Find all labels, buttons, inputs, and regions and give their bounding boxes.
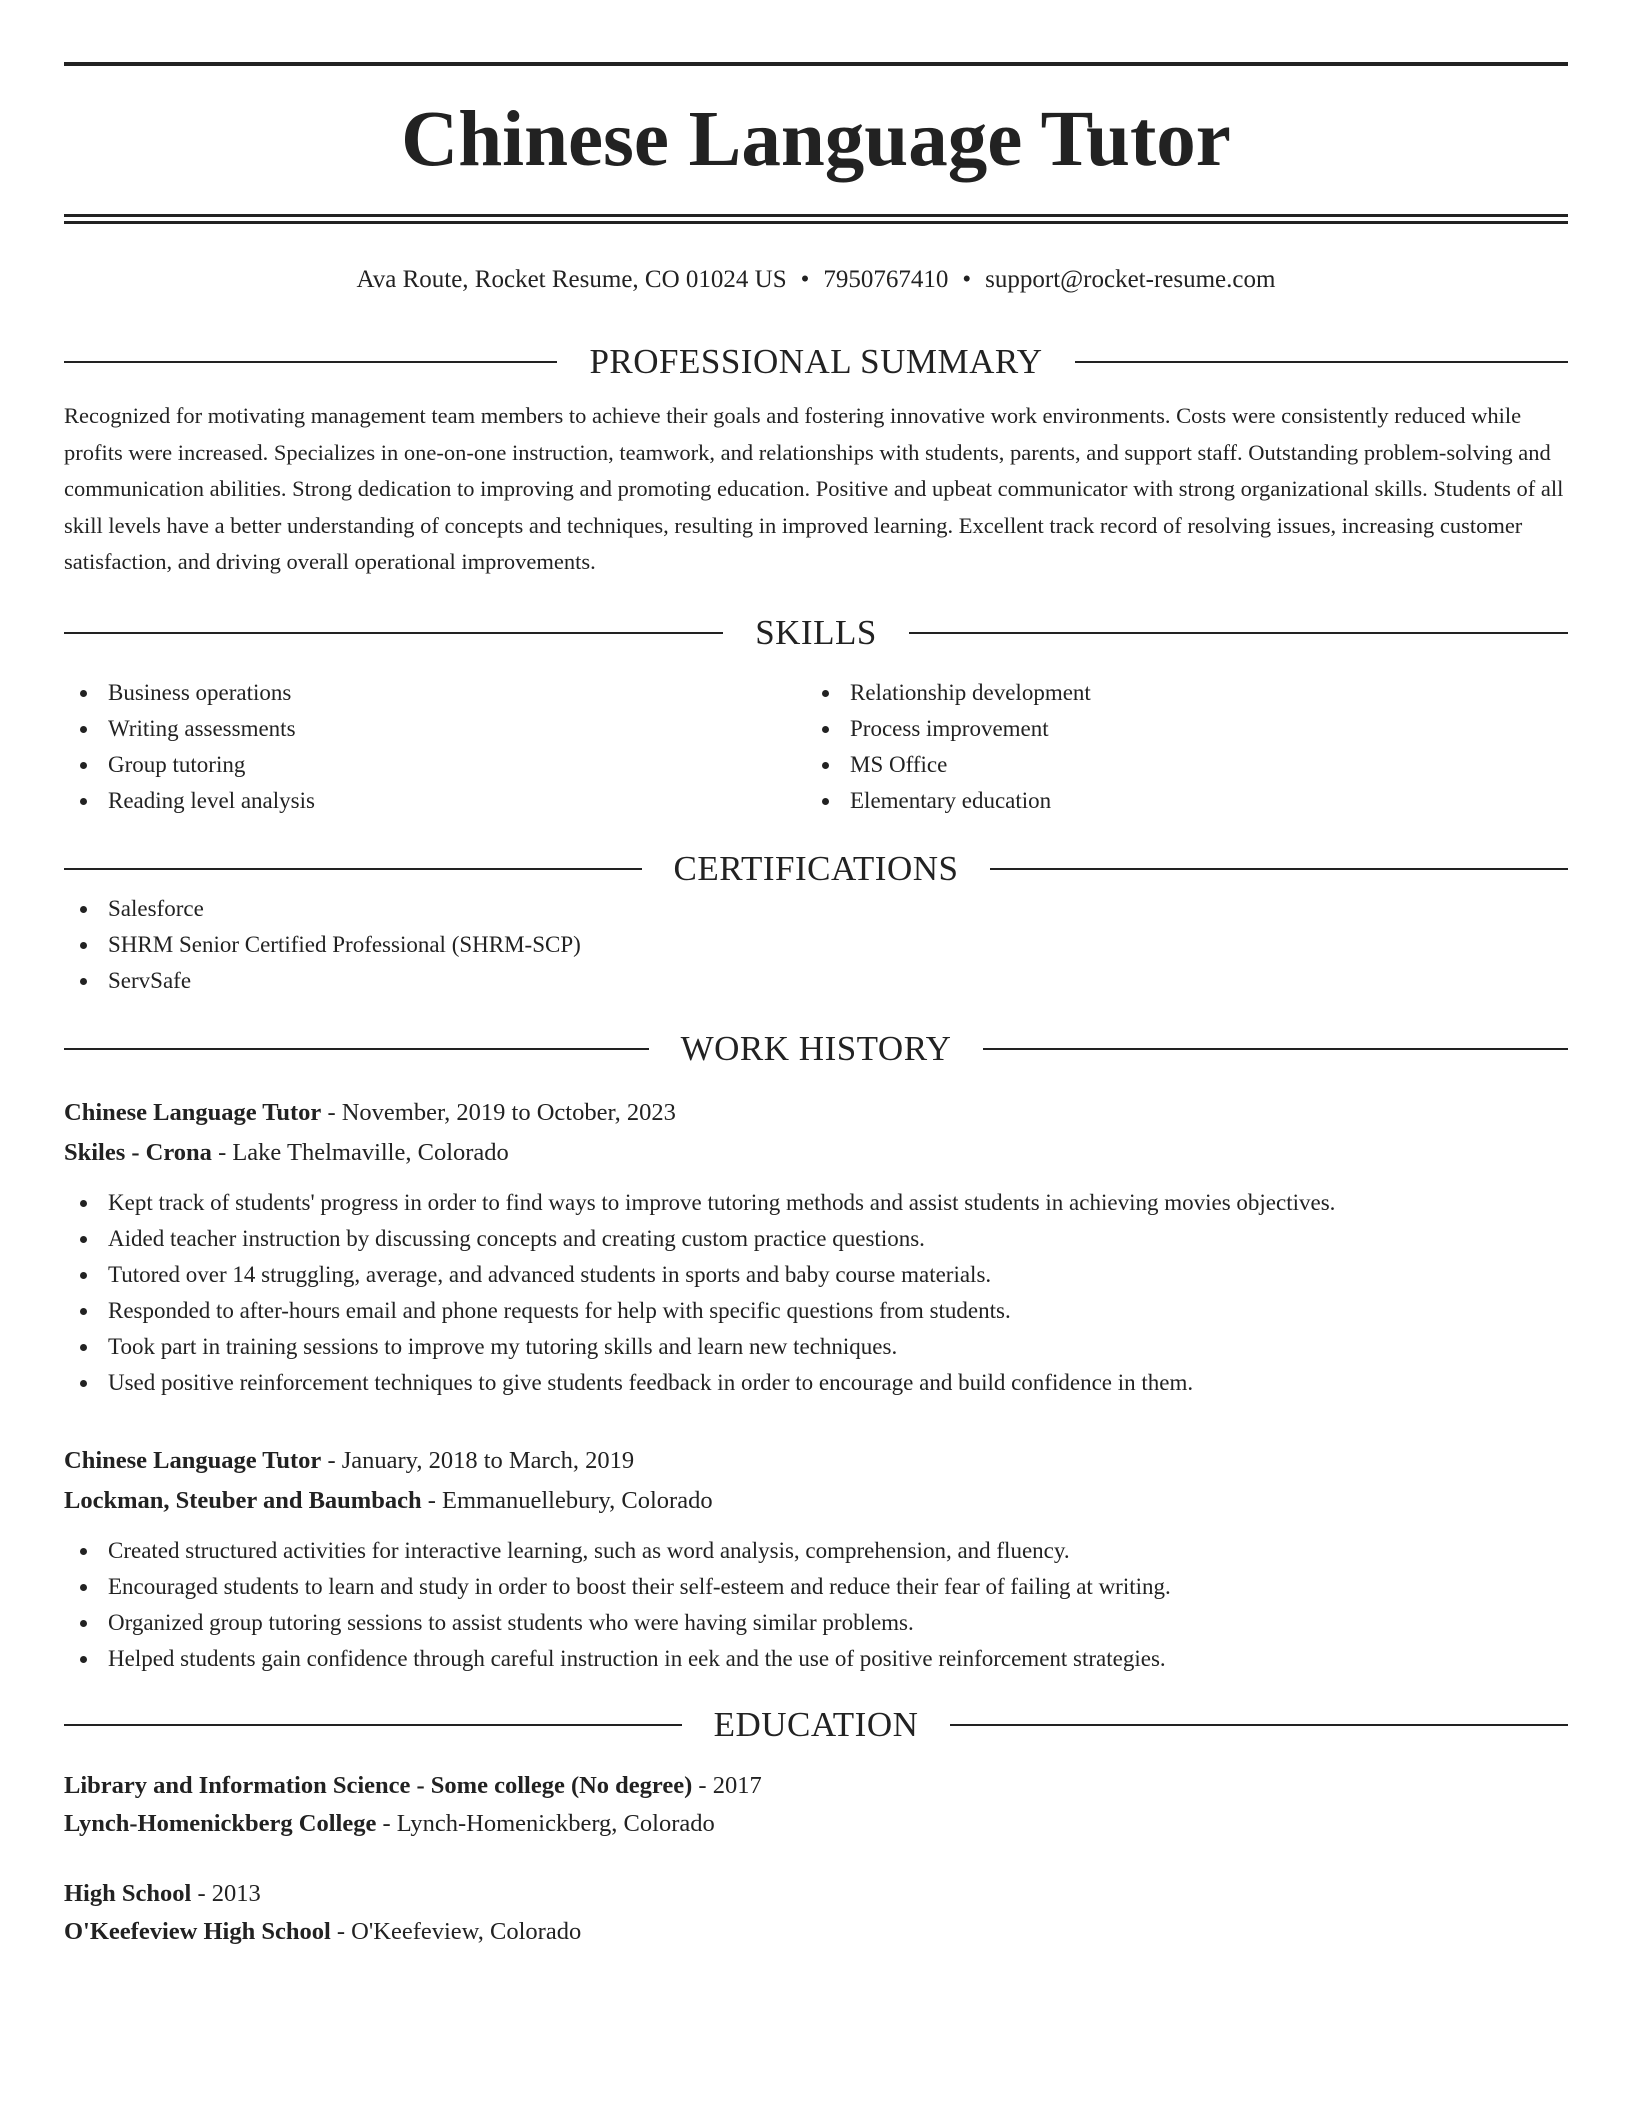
job-company-line <box>64 1481 1568 1521</box>
duty-item: Encouraged students to learn and study in order to boost their self-esteem and reduce their fear of failing at writing. <box>64 1569 1568 1605</box>
email-link[interactable]: support@rocket-resume.com <box>985 266 1276 293</box>
skill-item: Writing assessments <box>64 711 806 747</box>
section-title: SKILLS <box>755 612 877 652</box>
degree-line <box>64 1875 1568 1913</box>
divider <box>64 868 642 870</box>
skill-item: MS Office <box>806 747 1548 783</box>
divider <box>64 1048 649 1050</box>
section-heading-work-history <box>64 1027 1568 1071</box>
skill-item: Elementary education <box>806 783 1548 819</box>
divider <box>909 632 1568 634</box>
graduation-year: - 2013 <box>191 1879 261 1907</box>
skills-list-left <box>64 675 806 819</box>
job-entry <box>64 1441 1568 1677</box>
certification-item: SHRM Senior Certified Professional (SHRM-SCP) <box>64 927 1568 963</box>
duty-item: Tutored over 14 struggling, average, and advanced students in sports and baby course materials. <box>64 1257 1568 1293</box>
separator: • <box>962 266 972 293</box>
skills-list-right <box>806 675 1548 819</box>
job-role: Chinese Language Tutor <box>64 1446 322 1474</box>
skill-item: Group tutoring <box>64 747 806 783</box>
job-company: Skiles - Crona <box>64 1138 212 1166</box>
section-title: WORK HISTORY <box>680 1028 952 1068</box>
degree: Library and Information Science - Some college (No degree) <box>64 1771 693 1799</box>
divider <box>64 632 723 634</box>
job-title-line <box>64 1093 1568 1133</box>
contact-line <box>64 260 1568 300</box>
section-heading-certifications <box>64 847 1568 891</box>
duty-item: Organized group tutoring sessions to assist students who were having similar problems. <box>64 1605 1568 1641</box>
certification-item: ServSafe <box>64 963 1568 999</box>
section-title: CERTIFICATIONS <box>673 848 959 888</box>
skill-item: Business operations <box>64 675 806 711</box>
certifications-list <box>64 891 1568 999</box>
school-line <box>64 1913 1568 1951</box>
section-title: EDUCATION <box>713 1704 919 1744</box>
job-company-line <box>64 1133 1568 1173</box>
divider <box>64 361 557 363</box>
job-dates: - January, 2018 to March, 2019 <box>321 1446 635 1474</box>
resume-page <box>64 62 1568 1951</box>
school: Lynch-Homenickberg College <box>64 1809 377 1837</box>
phone[interactable]: 7950767410 <box>823 266 949 293</box>
skill-item: Reading level analysis <box>64 783 806 819</box>
divider <box>1075 361 1568 363</box>
section-heading-skills <box>64 611 1568 655</box>
duty-item: Responded to after-hours email and phone requests for help with specific questions from students. <box>64 1293 1568 1329</box>
divider <box>983 1048 1568 1050</box>
separator: • <box>800 266 810 293</box>
duty-item: Aided teacher instruction by discussing concepts and creating custom practice questions. <box>64 1221 1568 1257</box>
summary-text: Recognized for motivating management team members to achieve their goals and fostering innovative work environments. Costs were consistently reduced while profits were increased. Specializes in one-on-one instruction, teamwork, and relationships with students, parents, and support staff. Outstanding problem-solving and communication abilities. Strong dedication to improving and promoting education. Positive and upbeat communicator with strong organizational skills. Students of all skill levels have a better understanding of concepts and techniques, resulting in improved learning. Excellent track record of resolving issues, increasing customer satisfaction, and driving overall operational improvements. <box>64 403 1564 574</box>
degree-line <box>64 1767 1568 1805</box>
section-heading-summary <box>64 340 1568 384</box>
duty-item: Took part in training sessions to improve my tutoring skills and learn new techniques. <box>64 1329 1568 1365</box>
resume-title: Chinese Language Tutor <box>401 96 1231 183</box>
job-company: Lockman, Steuber and Baumbach <box>64 1486 422 1514</box>
divider <box>64 1724 682 1726</box>
school: O'Keefeview High School <box>64 1917 331 1945</box>
job-location: - Lake Thelmaville, Colorado <box>211 1138 509 1166</box>
graduation-year: - 2017 <box>692 1771 762 1799</box>
skills-columns <box>64 675 1568 819</box>
certification-item: Salesforce <box>64 891 1568 927</box>
duty-item: Created structured activities for interactive learning, such as word analysis, comprehension, and fluency. <box>64 1533 1568 1569</box>
section-heading-education <box>64 1703 1568 1747</box>
duty-item: Used positive reinforcement techniques to give students feedback in order to encourage and build confidence in them. <box>64 1365 1568 1401</box>
job-location: - Emmanuellebury, Colorado <box>421 1486 713 1514</box>
top-rule <box>64 62 1568 66</box>
divider <box>990 868 1568 870</box>
school-line <box>64 1805 1568 1843</box>
skill-item: Relationship development <box>806 675 1548 711</box>
divider <box>950 1724 1568 1726</box>
education-entry <box>64 1767 1568 1843</box>
section-title: PROFESSIONAL SUMMARY <box>589 342 1043 381</box>
duty-item: Kept track of students' progress in order to find ways to improve tutoring methods and assist students in achieving movies objectives. <box>64 1185 1568 1221</box>
degree: High School <box>64 1879 192 1907</box>
double-rule <box>64 214 1568 224</box>
education-entry <box>64 1875 1568 1951</box>
job-duties <box>64 1533 1568 1677</box>
job-duties <box>64 1185 1568 1401</box>
job-dates: - November, 2019 to October, 2023 <box>321 1098 676 1126</box>
school-location: - O'Keefeview, Colorado <box>330 1917 582 1945</box>
job-entry <box>64 1093 1568 1401</box>
skill-item: Process improvement <box>806 711 1548 747</box>
duty-item: Helped students gain confidence through careful instruction in eek and the use of positive reinforcement strategies. <box>64 1641 1568 1677</box>
address: Ava Route, Rocket Resume, CO 01024 US <box>356 266 787 293</box>
job-title-line <box>64 1441 1568 1481</box>
school-location: - Lynch-Homenickberg, Colorado <box>376 1809 715 1837</box>
job-role: Chinese Language Tutor <box>64 1098 322 1126</box>
